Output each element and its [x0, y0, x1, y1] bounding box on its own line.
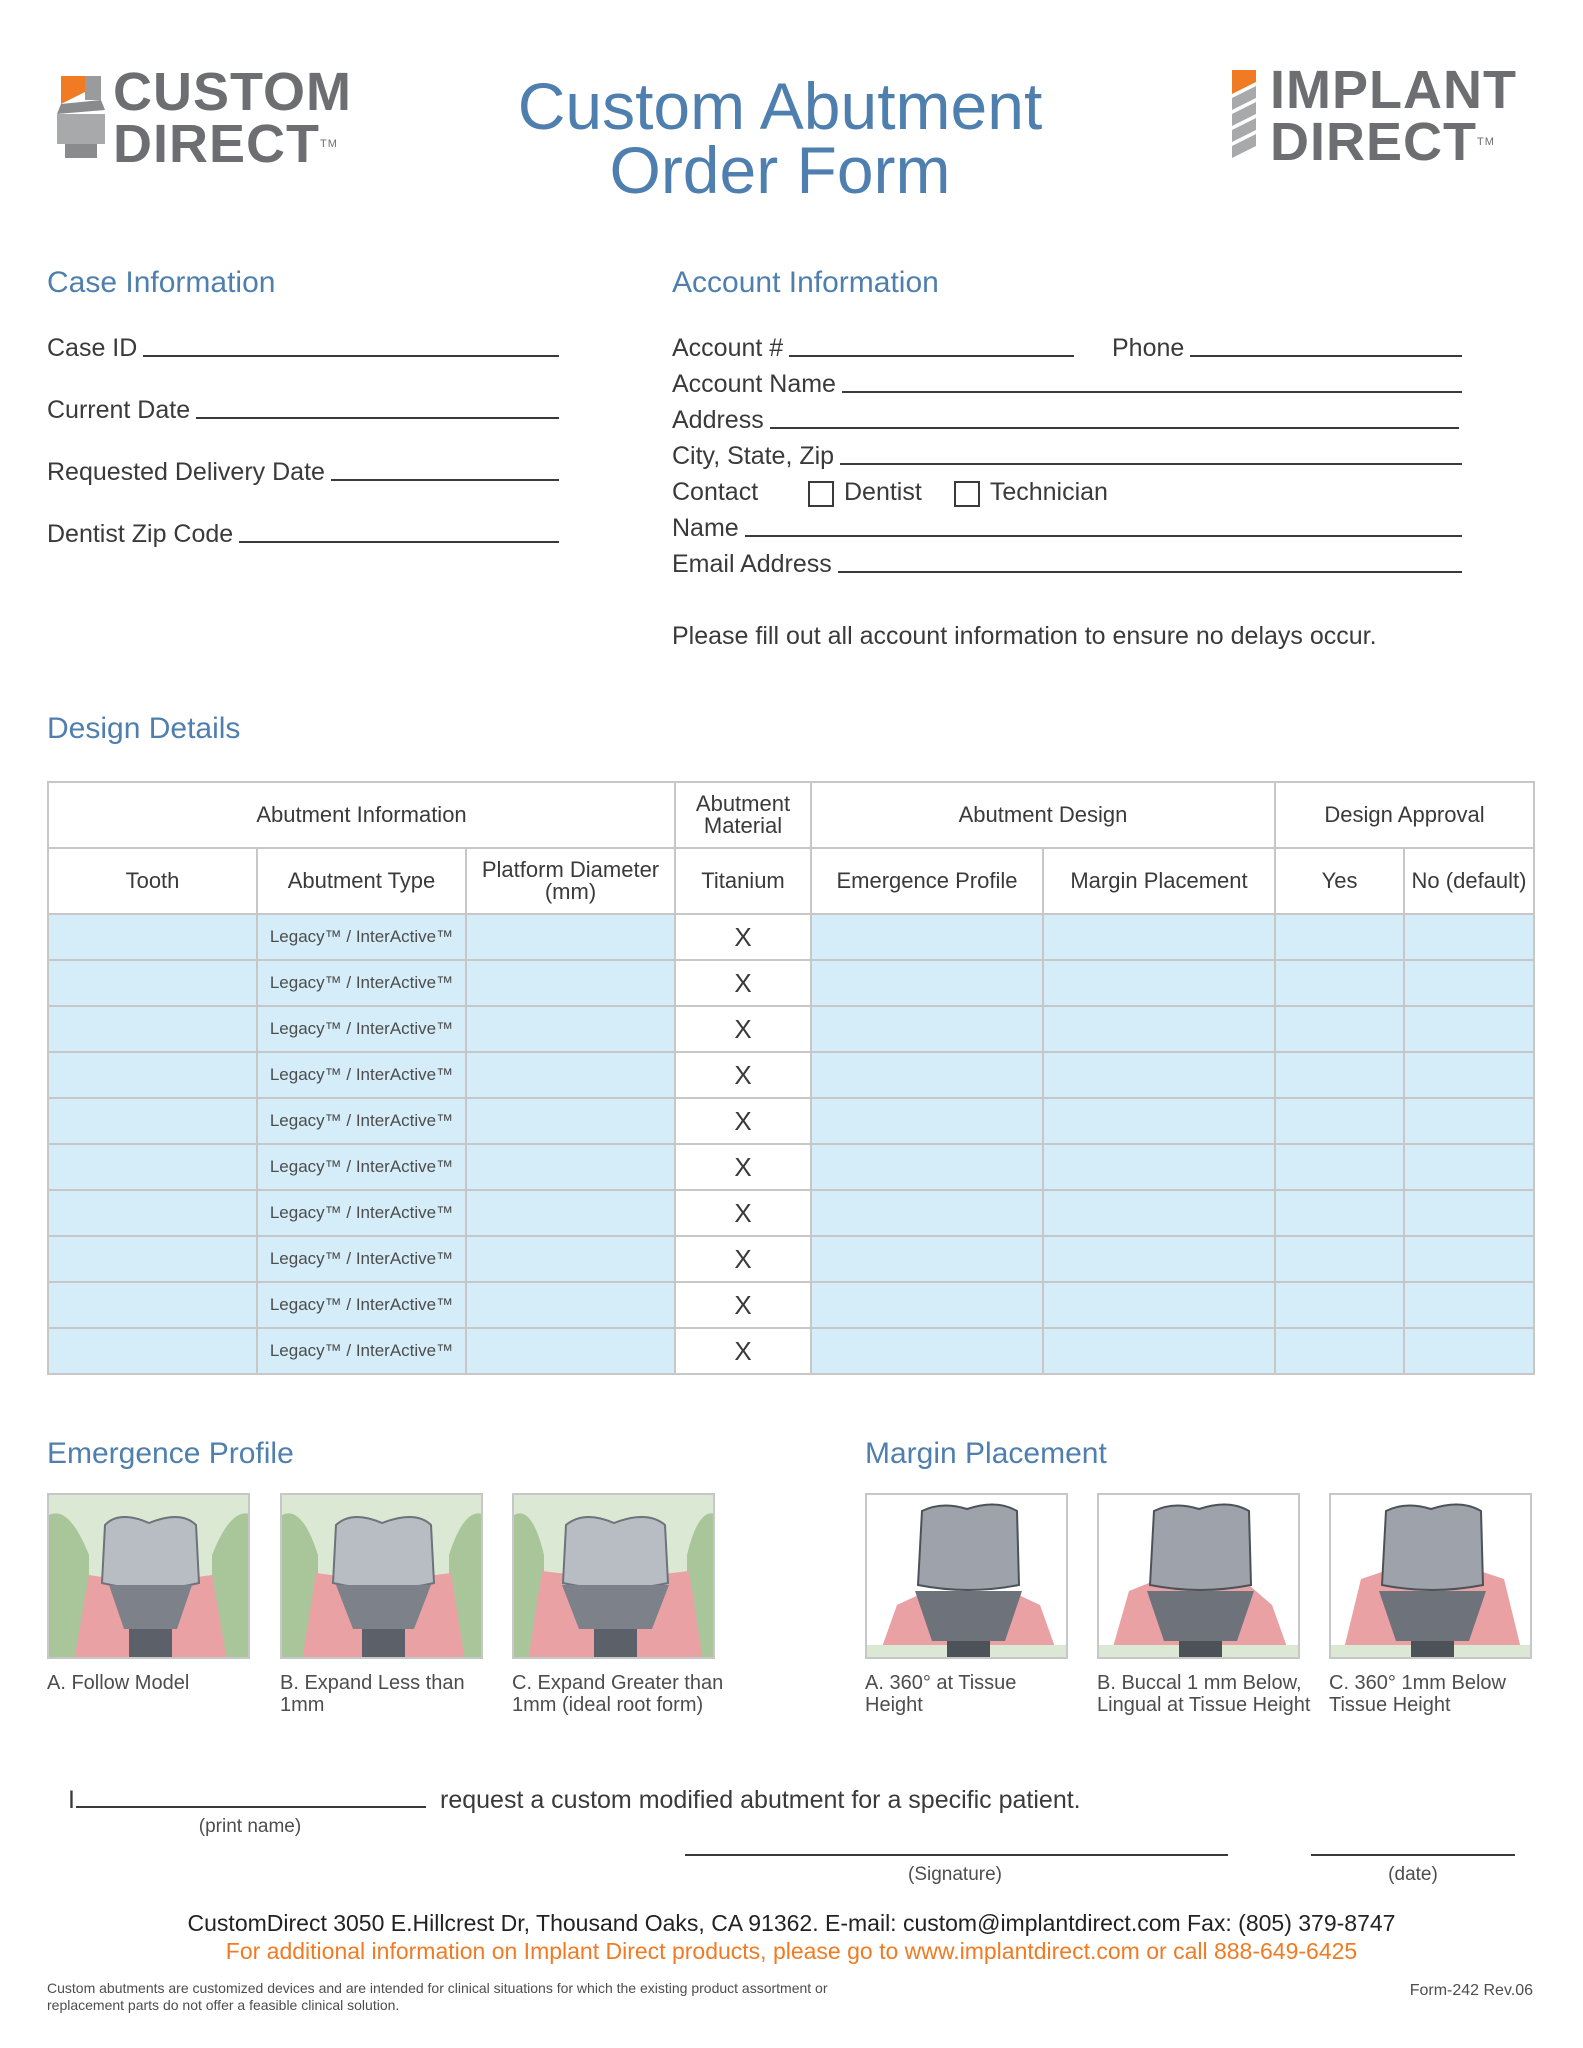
email-line[interactable]	[838, 551, 1462, 573]
emergence-figure-a	[47, 1493, 250, 1659]
emergence-profile-cell[interactable]	[811, 1052, 1043, 1098]
emergence-caption-c: C. Expand Greater than 1mm (ideal root form)	[512, 1672, 724, 1716]
approval-no-cell[interactable]	[1404, 1098, 1534, 1144]
signature-statement: request a custom modified abutment for a specific patient.	[440, 1786, 1081, 1814]
emergence-caption-a: A. Follow Model	[47, 1672, 190, 1694]
margin-placement-cell[interactable]	[1043, 914, 1275, 960]
col-margin-placement: Margin Placement	[1043, 848, 1275, 914]
tooth-cell[interactable]	[48, 1144, 257, 1190]
phone-field[interactable]	[1112, 334, 1462, 363]
platform-diameter-cell[interactable]	[466, 1328, 675, 1374]
emergence-caption-b: B. Expand Less than 1mm	[280, 1672, 465, 1716]
tooth-cell[interactable]	[48, 1052, 257, 1098]
signature-caption: (Signature)	[908, 1864, 1002, 1885]
implant-direct-logo-line1: IMPLANT	[1270, 60, 1517, 120]
technician-label: Technician	[989, 478, 1108, 506]
print-name-caption: (print name)	[198, 1816, 302, 1837]
tooth-cell[interactable]	[48, 1282, 257, 1328]
emergence-profile-cell[interactable]	[811, 1236, 1043, 1282]
approval-no-cell[interactable]	[1404, 1282, 1534, 1328]
tooth-cell[interactable]	[48, 1236, 257, 1282]
emergence-profile-cell[interactable]	[811, 1328, 1043, 1374]
titanium-cell: X	[675, 1098, 811, 1144]
approval-no-cell[interactable]	[1404, 1052, 1534, 1098]
titanium-cell: X	[675, 914, 811, 960]
approval-yes-cell[interactable]	[1275, 1236, 1404, 1282]
approval-yes-cell[interactable]	[1275, 960, 1404, 1006]
tooth-cell[interactable]	[48, 1328, 257, 1374]
platform-diameter-cell[interactable]	[466, 1144, 675, 1190]
group-abutment-design: Abutment Design	[811, 782, 1275, 848]
custom-direct-logo-line1: CUSTOM	[113, 62, 353, 122]
dentist-zip-line[interactable]	[239, 521, 559, 543]
signature-line[interactable]	[685, 1854, 1228, 1856]
table-row	[48, 1190, 1534, 1236]
group-abutment-material: Abutment Material	[675, 782, 811, 848]
col-tooth: Tooth	[48, 848, 257, 914]
footer-disclaimer: Custom abutments are customized devices and are intended for clinical situations for which the existing product assortment or replacement parts do not offer a feasible clinical solution.	[47, 1980, 828, 2013]
account-number-field[interactable]	[672, 334, 1074, 363]
technician-checkbox[interactable]	[954, 481, 980, 507]
name-field[interactable]	[672, 514, 1462, 543]
city-state-zip-line[interactable]	[840, 443, 1462, 465]
email-label: Email Address	[672, 550, 832, 578]
abutment-type-cell: Legacy™ / InterActive™	[257, 1190, 466, 1236]
tooth-cell[interactable]	[48, 914, 257, 960]
emergence-a-illustration-icon	[49, 1495, 250, 1659]
date-caption: (date)	[1388, 1864, 1438, 1885]
approval-yes-cell[interactable]	[1275, 1328, 1404, 1374]
abutment-type-cell: Legacy™ / InterActive™	[257, 1144, 466, 1190]
requested-delivery-label: Requested Delivery Date	[47, 458, 325, 486]
emergence-profile-cell[interactable]	[811, 1190, 1043, 1236]
margin-placement-cell[interactable]	[1043, 1098, 1275, 1144]
titanium-cell: X	[675, 1236, 811, 1282]
title-line2: Order Form	[609, 133, 951, 207]
emergence-figure-c	[512, 1493, 715, 1659]
contact-label: Contact	[672, 478, 759, 506]
approval-no-cell[interactable]	[1404, 1006, 1534, 1052]
requested-delivery-line[interactable]	[331, 459, 559, 481]
table-group-header-row	[48, 782, 1534, 848]
emergence-profile-heading: Emergence Profile	[47, 1437, 294, 1470]
tooth-cell[interactable]	[48, 1098, 257, 1144]
address-field[interactable]	[672, 406, 1459, 435]
margin-placement-cell[interactable]	[1043, 1236, 1275, 1282]
abutment-type-cell: Legacy™ / InterActive™	[257, 1328, 466, 1374]
form-number: Form-242 Rev.06	[1409, 1982, 1533, 1999]
print-name-line[interactable]	[76, 1806, 426, 1808]
design-details-table	[47, 781, 1535, 1375]
titanium-cell: X	[675, 1328, 811, 1374]
dentist-label: Dentist	[844, 478, 922, 506]
titanium-cell: X	[675, 1282, 811, 1328]
approval-yes-cell[interactable]	[1275, 1190, 1404, 1236]
dentist-zip-field[interactable]	[47, 520, 559, 549]
margin-placement-cell[interactable]	[1043, 1328, 1275, 1374]
margin-placement-cell[interactable]	[1043, 1190, 1275, 1236]
margin-placement-cell[interactable]	[1043, 1144, 1275, 1190]
account-number-line[interactable]	[789, 335, 1074, 357]
table-row	[48, 1328, 1534, 1374]
design-details-heading: Design Details	[47, 712, 241, 745]
approval-no-cell[interactable]	[1404, 960, 1534, 1006]
abutment-type-cell: Legacy™ / InterActive™	[257, 1236, 466, 1282]
margin-c-illustration-icon	[1331, 1495, 1532, 1659]
dentist-zip-label: Dentist Zip Code	[47, 520, 234, 548]
emergence-profile-cell[interactable]	[811, 1006, 1043, 1052]
table-column-header-row	[48, 848, 1534, 914]
col-titanium: Titanium	[675, 848, 811, 914]
email-field[interactable]	[672, 550, 1462, 579]
emergence-profile-cell[interactable]	[811, 960, 1043, 1006]
current-date-line[interactable]	[196, 397, 559, 419]
platform-diameter-cell[interactable]	[466, 1006, 675, 1052]
abutment-type-cell: Legacy™ / InterActive™	[257, 1282, 466, 1328]
table-row	[48, 914, 1534, 960]
platform-diameter-cell[interactable]	[466, 1236, 675, 1282]
platform-diameter-cell[interactable]	[466, 1098, 675, 1144]
titanium-cell: X	[675, 1006, 811, 1052]
margin-a-illustration-icon	[867, 1495, 1068, 1659]
account-note: Please fill out all account information to ensure no delays occur.	[672, 622, 1377, 650]
page-title	[470, 69, 1090, 207]
abutment-type-cell: Legacy™ / InterActive™	[257, 914, 466, 960]
title-line1: Custom Abutment	[517, 69, 1043, 143]
platform-diameter-cell[interactable]	[466, 1190, 675, 1236]
requested-delivery-field[interactable]	[47, 458, 559, 487]
col-yes: Yes	[1275, 848, 1404, 914]
approval-no-cell[interactable]	[1404, 1190, 1534, 1236]
address-label: Address	[672, 406, 764, 434]
account-name-field[interactable]	[672, 370, 1462, 399]
titanium-cell: X	[675, 1052, 811, 1098]
case-id-line[interactable]	[143, 335, 559, 357]
approval-yes-cell[interactable]	[1275, 1098, 1404, 1144]
titanium-cell: X	[675, 1190, 811, 1236]
emergence-profile-cell[interactable]	[811, 914, 1043, 960]
footer-address: CustomDirect 3050 E.Hillcrest Dr, Thousand Oaks, CA 91362. E-mail: custom@implantdirect.com Fax: (805) 379-8747	[187, 1910, 1396, 1936]
titanium-cell: X	[675, 1144, 811, 1190]
name-line[interactable]	[745, 515, 1462, 537]
custom-direct-logo-line2: DIRECT	[113, 114, 320, 174]
city-state-zip-label: City, State, Zip	[672, 442, 835, 470]
approval-yes-cell[interactable]	[1275, 1144, 1404, 1190]
signature-prefix: I	[68, 1786, 75, 1814]
abutment-type-cell: Legacy™ / InterActive™	[257, 1052, 466, 1098]
city-state-zip-field[interactable]	[672, 442, 1462, 471]
custom-direct-logo	[55, 62, 355, 174]
case-id-label: Case ID	[47, 334, 138, 362]
contact-row	[672, 478, 1462, 507]
abutment-type-cell: Legacy™ / InterActive™	[257, 1006, 466, 1052]
address-line[interactable]	[770, 407, 1459, 429]
abutment-type-cell: Legacy™ / InterActive™	[257, 1098, 466, 1144]
current-date-field[interactable]	[47, 396, 559, 425]
approval-yes-cell[interactable]	[1275, 1282, 1404, 1328]
platform-diameter-cell[interactable]	[466, 960, 675, 1006]
table-row	[48, 1006, 1534, 1052]
margin-figure-c	[1329, 1493, 1532, 1659]
emergence-b-illustration-icon	[282, 1495, 483, 1659]
margin-placement-cell[interactable]	[1043, 960, 1275, 1006]
margin-placement-cell[interactable]	[1043, 1052, 1275, 1098]
abutment-type-cell: Legacy™ / InterActive™	[257, 960, 466, 1006]
tooth-cell[interactable]	[48, 960, 257, 1006]
margin-placement-cell[interactable]	[1043, 1006, 1275, 1052]
table-row	[48, 1236, 1534, 1282]
emergence-profile-cell[interactable]	[811, 1282, 1043, 1328]
account-info-heading: Account Information	[672, 266, 939, 299]
platform-diameter-cell[interactable]	[466, 1282, 675, 1328]
account-number-label: Account #	[672, 334, 784, 362]
abutment-logo-icon	[55, 70, 115, 174]
dentist-checkbox[interactable]	[808, 481, 834, 507]
approval-no-cell[interactable]	[1404, 1144, 1534, 1190]
table-row	[48, 1282, 1534, 1328]
implant-direct-logo-line2: DIRECT	[1270, 112, 1477, 172]
table-row	[48, 1098, 1534, 1144]
col-emergence-profile: Emergence Profile	[811, 848, 1043, 914]
emergence-profile-cell[interactable]	[811, 1144, 1043, 1190]
case-info-heading: Case Information	[47, 266, 276, 299]
margin-placement-heading: Margin Placement	[865, 1437, 1107, 1470]
account-name-line[interactable]	[842, 371, 1462, 393]
tooth-cell[interactable]	[48, 1006, 257, 1052]
platform-diameter-cell[interactable]	[466, 914, 675, 960]
emergence-figure-b	[280, 1493, 483, 1659]
approval-no-cell[interactable]	[1404, 1328, 1534, 1374]
emergence-c-illustration-icon	[514, 1495, 715, 1659]
tooth-cell[interactable]	[48, 1190, 257, 1236]
case-id-field[interactable]	[47, 334, 559, 363]
emergence-profile-cell[interactable]	[811, 1098, 1043, 1144]
account-name-label: Account Name	[672, 370, 836, 398]
margin-caption-a: A. 360° at Tissue Height	[865, 1672, 1017, 1716]
approval-yes-cell[interactable]	[1275, 1052, 1404, 1098]
name-label: Name	[672, 514, 739, 542]
titanium-cell: X	[675, 960, 811, 1006]
custom-direct-tm: TM	[320, 138, 338, 150]
group-design-approval: Design Approval	[1275, 782, 1534, 848]
col-abutment-type: Abutment Type	[257, 848, 466, 914]
col-platform-diameter: Platform Diameter (mm)	[466, 848, 675, 914]
footer-info: For additional information on Implant Direct products, please go to www.implantdirect.com or call 888-649-6425	[225, 1938, 1358, 1964]
current-date-label: Current Date	[47, 396, 191, 424]
design-table-body	[48, 914, 1534, 1374]
col-no-default: No (default)	[1404, 848, 1534, 914]
table-row	[48, 1144, 1534, 1190]
margin-figure-a	[865, 1493, 1068, 1659]
margin-figure-b	[1097, 1493, 1300, 1659]
margin-caption-c: C. 360° 1mm Below Tissue Height	[1329, 1672, 1506, 1716]
group-abutment-info: Abutment Information	[48, 782, 675, 848]
table-row	[48, 960, 1534, 1006]
implant-logo-icon	[1228, 68, 1262, 172]
margin-placement-cell[interactable]	[1043, 1282, 1275, 1328]
phone-line[interactable]	[1190, 335, 1462, 357]
table-row	[48, 1052, 1534, 1098]
approval-no-cell[interactable]	[1404, 1236, 1534, 1282]
date-line[interactable]	[1311, 1854, 1515, 1856]
platform-diameter-cell[interactable]	[466, 1052, 675, 1098]
margin-caption-b: B. Buccal 1 mm Below, Lingual at Tissue Height	[1097, 1672, 1311, 1716]
approval-yes-cell[interactable]	[1275, 914, 1404, 960]
implant-direct-logo	[1228, 62, 1548, 174]
approval-no-cell[interactable]	[1404, 914, 1534, 960]
margin-b-illustration-icon	[1099, 1495, 1300, 1659]
approval-yes-cell[interactable]	[1275, 1006, 1404, 1052]
phone-label: Phone	[1112, 334, 1185, 362]
implant-direct-tm: TM	[1477, 136, 1495, 148]
